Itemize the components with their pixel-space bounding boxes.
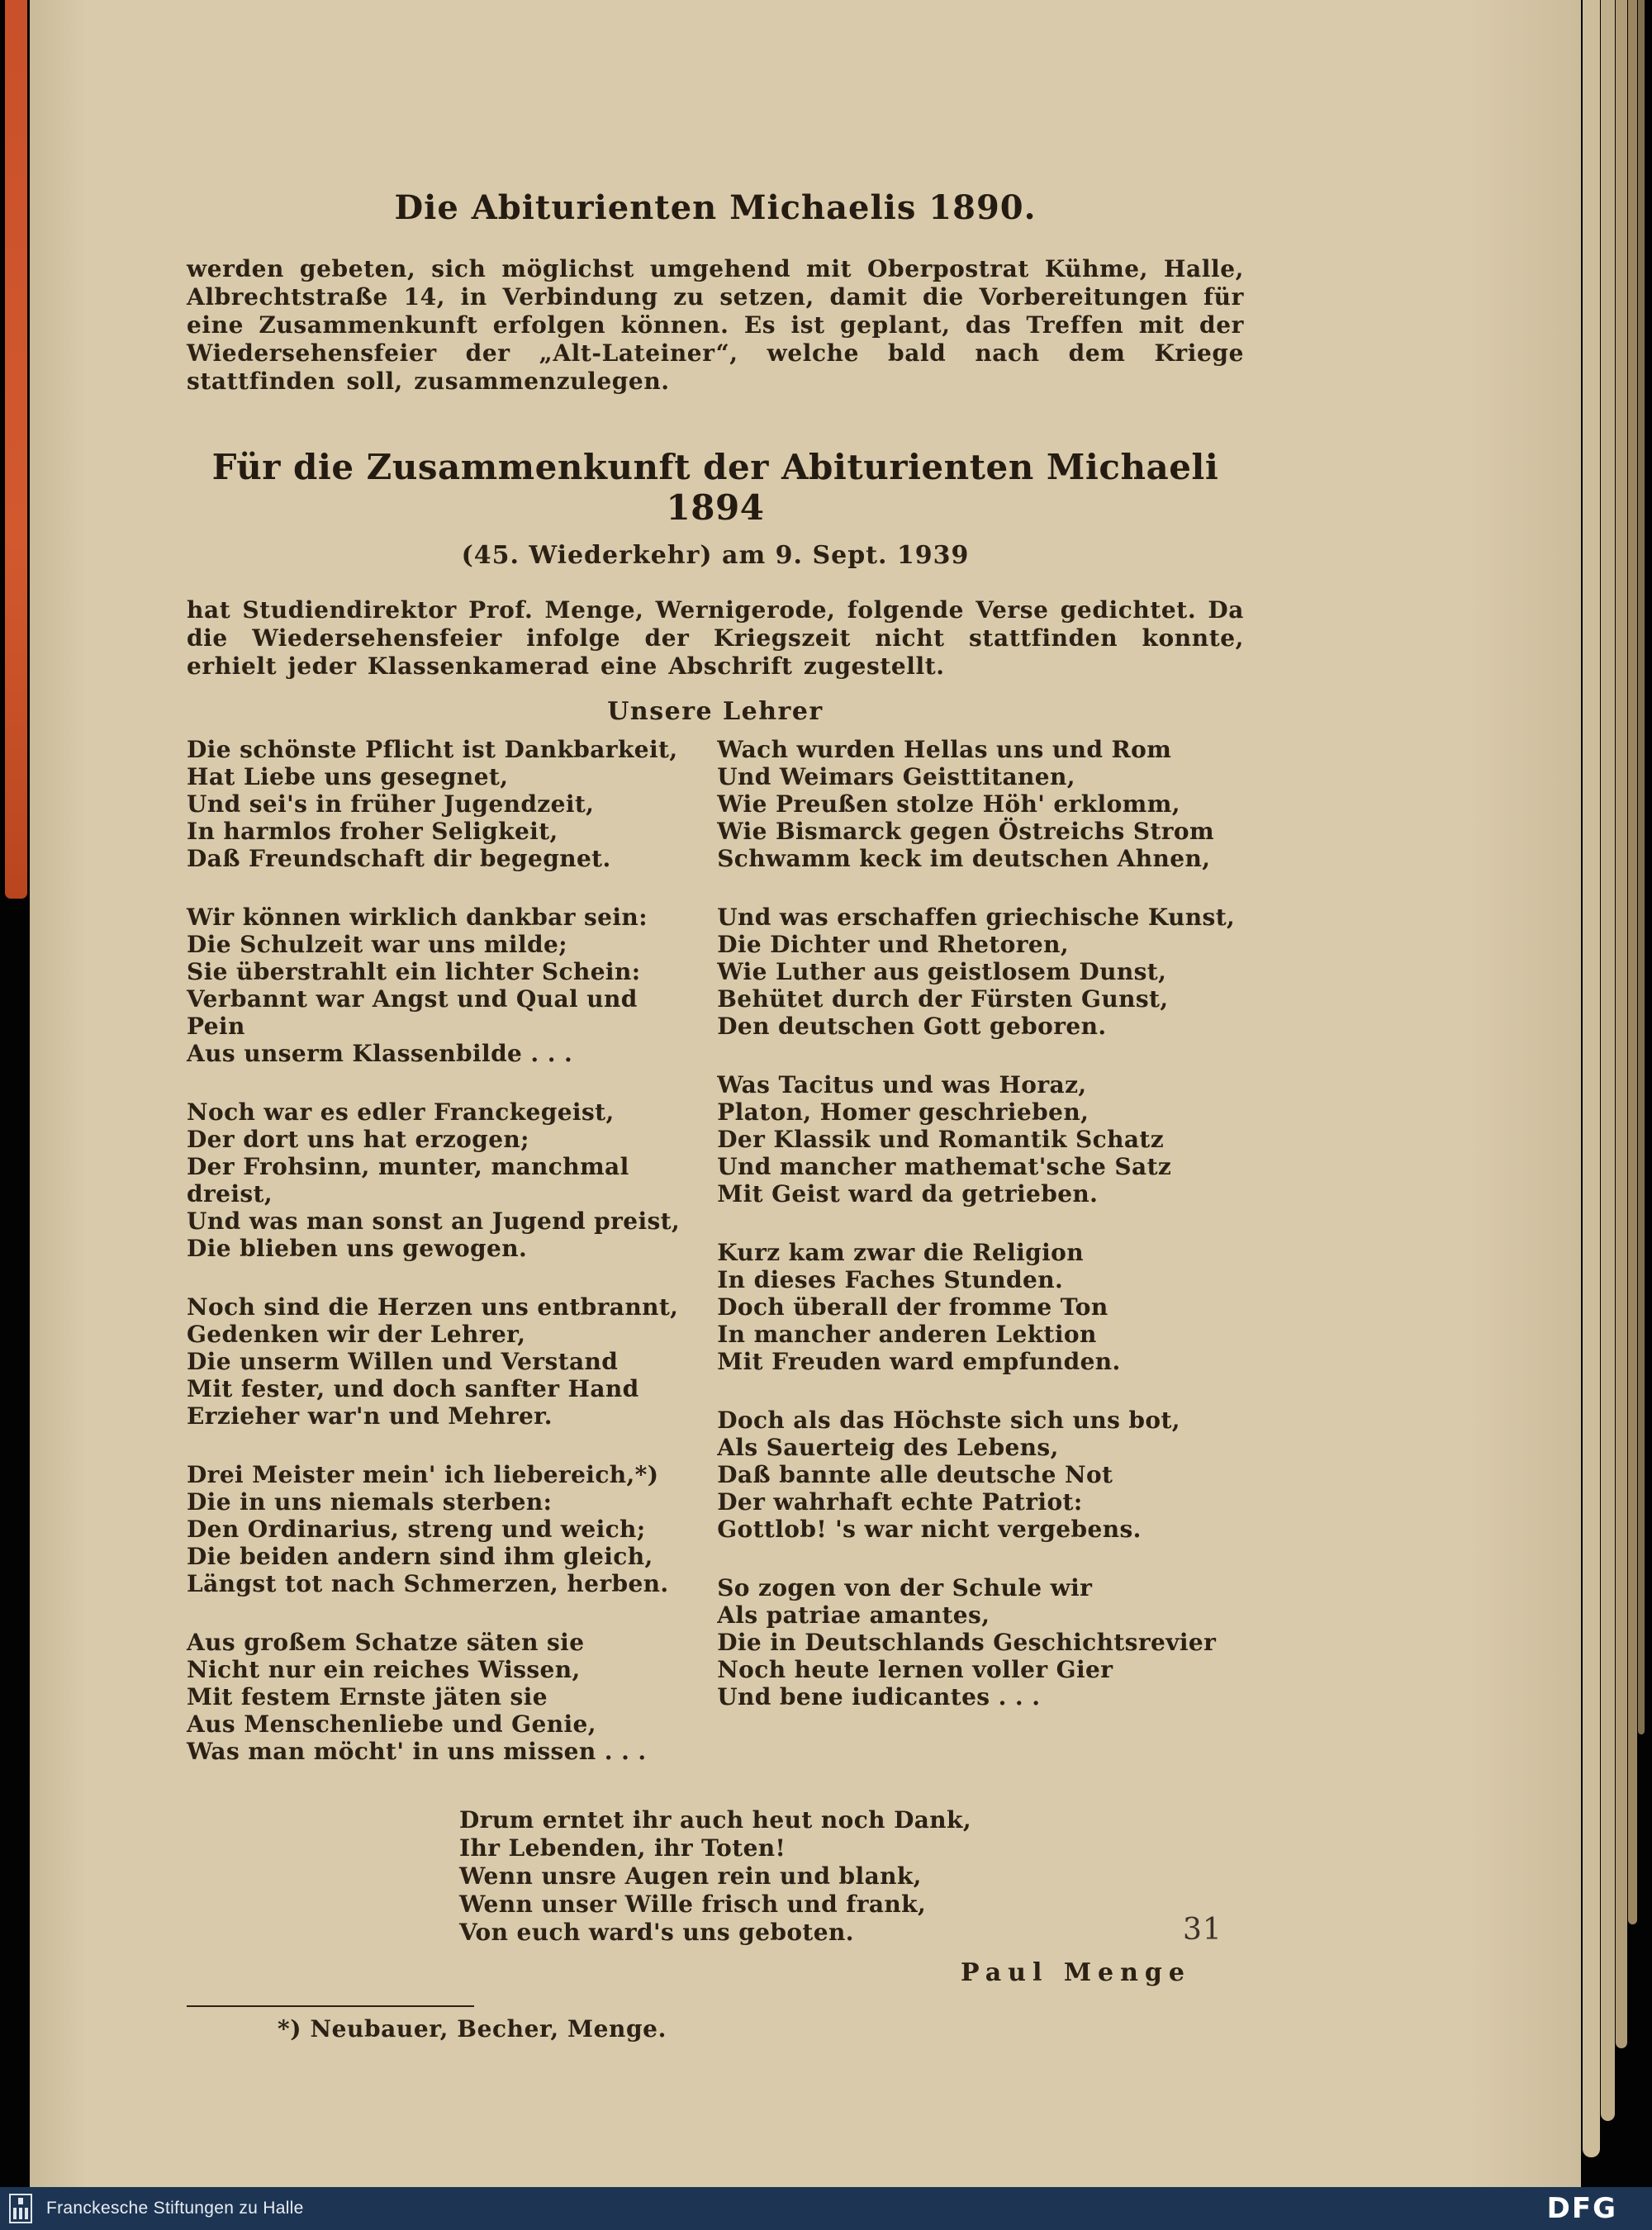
footnote-rule xyxy=(187,2005,474,2007)
poem-line: Und was man sonst an Jugend preist, xyxy=(187,1208,681,1235)
poem-line: Als Sauerteig des Lebens, xyxy=(717,1434,1059,1461)
poem-line: Gedenken wir der Lehrer, xyxy=(187,1321,526,1348)
poem-line: Der dort uns hat erzogen; xyxy=(187,1126,529,1153)
poem-line: Die Schulzeit war uns milde; xyxy=(187,931,567,958)
poem-line: Hat Liebe uns gesegnet, xyxy=(187,763,509,790)
poem-line: Die in uns niemals sterben: xyxy=(187,1488,553,1516)
poem-line: Ihr Lebenden, ihr Toten! xyxy=(459,1834,786,1862)
reunion-intro: hat Studiendirektor Prof. Menge, Wernigerode, folgende Verse gedichtet. Da die Wiedersehensfeier infolge der Kriegszeit nicht stattfinden konnte, erhielt jeder Klassenkamerad eine Abschrift zugestellt. xyxy=(187,596,1244,680)
poem-line: Und sei's in früher Jugendzeit, xyxy=(187,790,595,818)
poem-line: Die unserm Willen und Verstand xyxy=(187,1348,619,1375)
poem-line: Wie Bismarck gegen Östreichs Strom xyxy=(717,818,1215,845)
poem-line: Die Dichter und Rhetoren, xyxy=(717,931,1070,958)
poem-title: Unsere Lehrer xyxy=(607,697,824,726)
poem-line: Und bene iudicantes . . . xyxy=(717,1683,1041,1710)
poem-stanza xyxy=(717,736,1244,872)
poem-line: Mit Freuden ward empfunden. xyxy=(717,1348,1121,1375)
poem-line: Die blieben uns gewogen. xyxy=(187,1235,528,1262)
poem-left-column xyxy=(187,736,697,1796)
poem-columns xyxy=(187,736,1244,1796)
poem-line: Mit festem Ernste jäten sie xyxy=(187,1683,548,1710)
poem-stanza xyxy=(187,1293,697,1430)
poem-stanza xyxy=(717,1407,1244,1543)
poem-line: Die beiden andern sind ihm gleich, xyxy=(187,1543,653,1570)
poem-line: Wenn unsre Augen rein und blank, xyxy=(459,1862,922,1890)
notice-body: werden gebeten, sich möglichst umgehend mit Oberpostrat Kühme, Halle, Albrechtstraße 14, in Verbindung zu setzen, damit die Vorbereitungen für eine Zusammenkunft erfolgen können. Es ist geplant, das Treffen mit der Wiedersehensfeier der „Alt-Lateiner“, welche bald nach dem Kriege stattfinden soll, zusammenzulegen. xyxy=(187,255,1244,395)
poem-stanza xyxy=(187,1461,697,1597)
poem-line: Schwamm keck im deutschen Ahnen, xyxy=(717,845,1211,872)
page-edge xyxy=(1628,0,1637,1924)
poem-line: Als patriae amantes, xyxy=(717,1601,990,1629)
poem-line: Was man möcht' in uns missen . . . xyxy=(187,1738,647,1765)
poem-line: Platon, Homer geschrieben, xyxy=(717,1098,1089,1126)
footnote: *) Neubauer, Becher, Menge. xyxy=(278,2015,667,2043)
poem-line: Wach wurden Hellas uns und Rom xyxy=(717,736,1172,763)
poem-line: In mancher anderen Lektion xyxy=(717,1321,1097,1348)
poem-right-column xyxy=(717,736,1244,1796)
poem-line: Gottlob! 's war nicht vergebens. xyxy=(717,1516,1142,1543)
poem-line: Aus unserm Klassenbilde . . . xyxy=(187,1040,573,1067)
notice-title: Die Abiturienten Michaelis 1890. xyxy=(394,188,1037,227)
page-edge xyxy=(1638,0,1645,1734)
poem-line: Erzieher war'n und Mehrer. xyxy=(187,1402,553,1430)
poem-line: Verbannt war Angst und Qual und Pein xyxy=(187,985,638,1040)
poem-line: Mit fester, und doch sanfter Hand xyxy=(187,1375,639,1402)
poem-stanza xyxy=(717,1071,1244,1208)
poem-line: Und mancher mathemat'sche Satz xyxy=(717,1153,1172,1180)
reunion-title: Für die Zusammenkunft der Abiturienten Michaeli 1894 xyxy=(211,447,1219,528)
poem-line: Aus großem Schatze säten sie xyxy=(187,1629,585,1656)
poem-signature: Paul Menge xyxy=(960,1958,1191,1987)
poem-line: Doch als das Höchste sich uns bot, xyxy=(717,1407,1180,1434)
poem-stanza xyxy=(187,1098,697,1262)
poem-line: In dieses Faches Stunden. xyxy=(717,1266,1064,1293)
poem-line: Sie überstrahlt ein lichter Schein: xyxy=(187,958,641,985)
poem-line: Doch überall der fromme Ton xyxy=(717,1293,1108,1321)
poem-stanza xyxy=(187,1629,697,1765)
poem-line: Den deutschen Gott geboren. xyxy=(717,1013,1107,1040)
institution-block xyxy=(0,2191,304,2226)
poem-line: Daß Freundschaft dir begegnet. xyxy=(187,845,611,872)
poem-stanza xyxy=(187,904,697,1067)
poem-line: Längst tot nach Schmerzen, herben. xyxy=(187,1570,669,1597)
poem-line: Kurz kam zwar die Religion xyxy=(717,1239,1085,1266)
poem-line: Wie Luther aus geistlosem Dunst, xyxy=(717,958,1167,985)
poem-line: So zogen von der Schule wir xyxy=(717,1574,1093,1601)
poem-line: Wenn unser Wille frisch und frank, xyxy=(459,1891,927,1918)
poem-line: Noch heute lernen voller Gier xyxy=(717,1656,1113,1683)
poem-line: Daß bannte alle deutsche Not xyxy=(717,1461,1113,1488)
poem-line: Die schönste Pflicht ist Dankbarkeit, xyxy=(187,736,678,763)
poem-line: Der Frohsinn, munter, manchmal dreist, xyxy=(187,1153,629,1208)
poem-line: Der wahrhaft echte Patriot: xyxy=(717,1488,1083,1516)
poem-stanza xyxy=(717,1239,1244,1375)
poem-line: Was Tacitus und was Horaz, xyxy=(717,1071,1087,1098)
poem-line: Drum erntet ihr auch heut noch Dank, xyxy=(459,1806,971,1834)
poem-line: Noch sind die Herzen uns entbrannt, xyxy=(187,1293,679,1321)
poem-line: Wie Preußen stolze Höh' erklomm, xyxy=(717,790,1180,818)
institution-name: Franckesche Stiftungen zu Halle xyxy=(46,2199,304,2218)
poem-line: Behütet durch der Fürsten Gunst, xyxy=(717,985,1169,1013)
poem-line: Wir können wirklich dankbar sein: xyxy=(187,904,648,931)
poem-line: Drei Meister mein' ich liebereich,*) xyxy=(187,1461,659,1488)
reunion-subtitle: (45. Wiederkehr) am 9. Sept. 1939 xyxy=(461,541,970,570)
page-content xyxy=(187,188,1244,2043)
franckesche-stiftungen-logo-icon xyxy=(7,2191,35,2226)
poem-stanza xyxy=(717,904,1244,1040)
poem-stanza xyxy=(717,1574,1244,1710)
poem-line: Aus Menschenliebe und Genie, xyxy=(187,1710,596,1738)
book-page xyxy=(30,0,1581,2187)
poem-line: Und was erschaffen griechische Kunst, xyxy=(717,904,1236,931)
poem-line: Und Weimars Geisttitanen, xyxy=(717,763,1075,790)
poem-line: Von euch ward's uns geboten. xyxy=(459,1919,854,1946)
poem-line: Die in Deutschlands Geschichtsrevier xyxy=(717,1629,1217,1656)
page-edge xyxy=(1583,0,1600,2157)
poem-closing-stanza xyxy=(459,1806,1244,1947)
dfg-logo: DFG xyxy=(1546,2192,1617,2225)
poem-line: Mit Geist ward da getrieben. xyxy=(717,1180,1099,1208)
page-edge xyxy=(1616,0,1627,2048)
page-number: 31 xyxy=(1183,1913,1222,1947)
poem-line: Noch war es edler Franckegeist, xyxy=(187,1098,615,1126)
poem-line: In harmlos froher Seligkeit, xyxy=(187,818,558,845)
page-edge xyxy=(1601,0,1615,2121)
viewer-footer-bar xyxy=(0,2187,1652,2230)
poem-line: Der Klassik und Romantik Schatz xyxy=(717,1126,1165,1153)
poem-line: Nicht nur ein reiches Wissen, xyxy=(187,1656,581,1683)
binding-ribbon xyxy=(5,0,27,899)
poem-line: Den Ordinarius, streng und weich; xyxy=(187,1516,646,1543)
poem-stanza xyxy=(187,736,697,872)
